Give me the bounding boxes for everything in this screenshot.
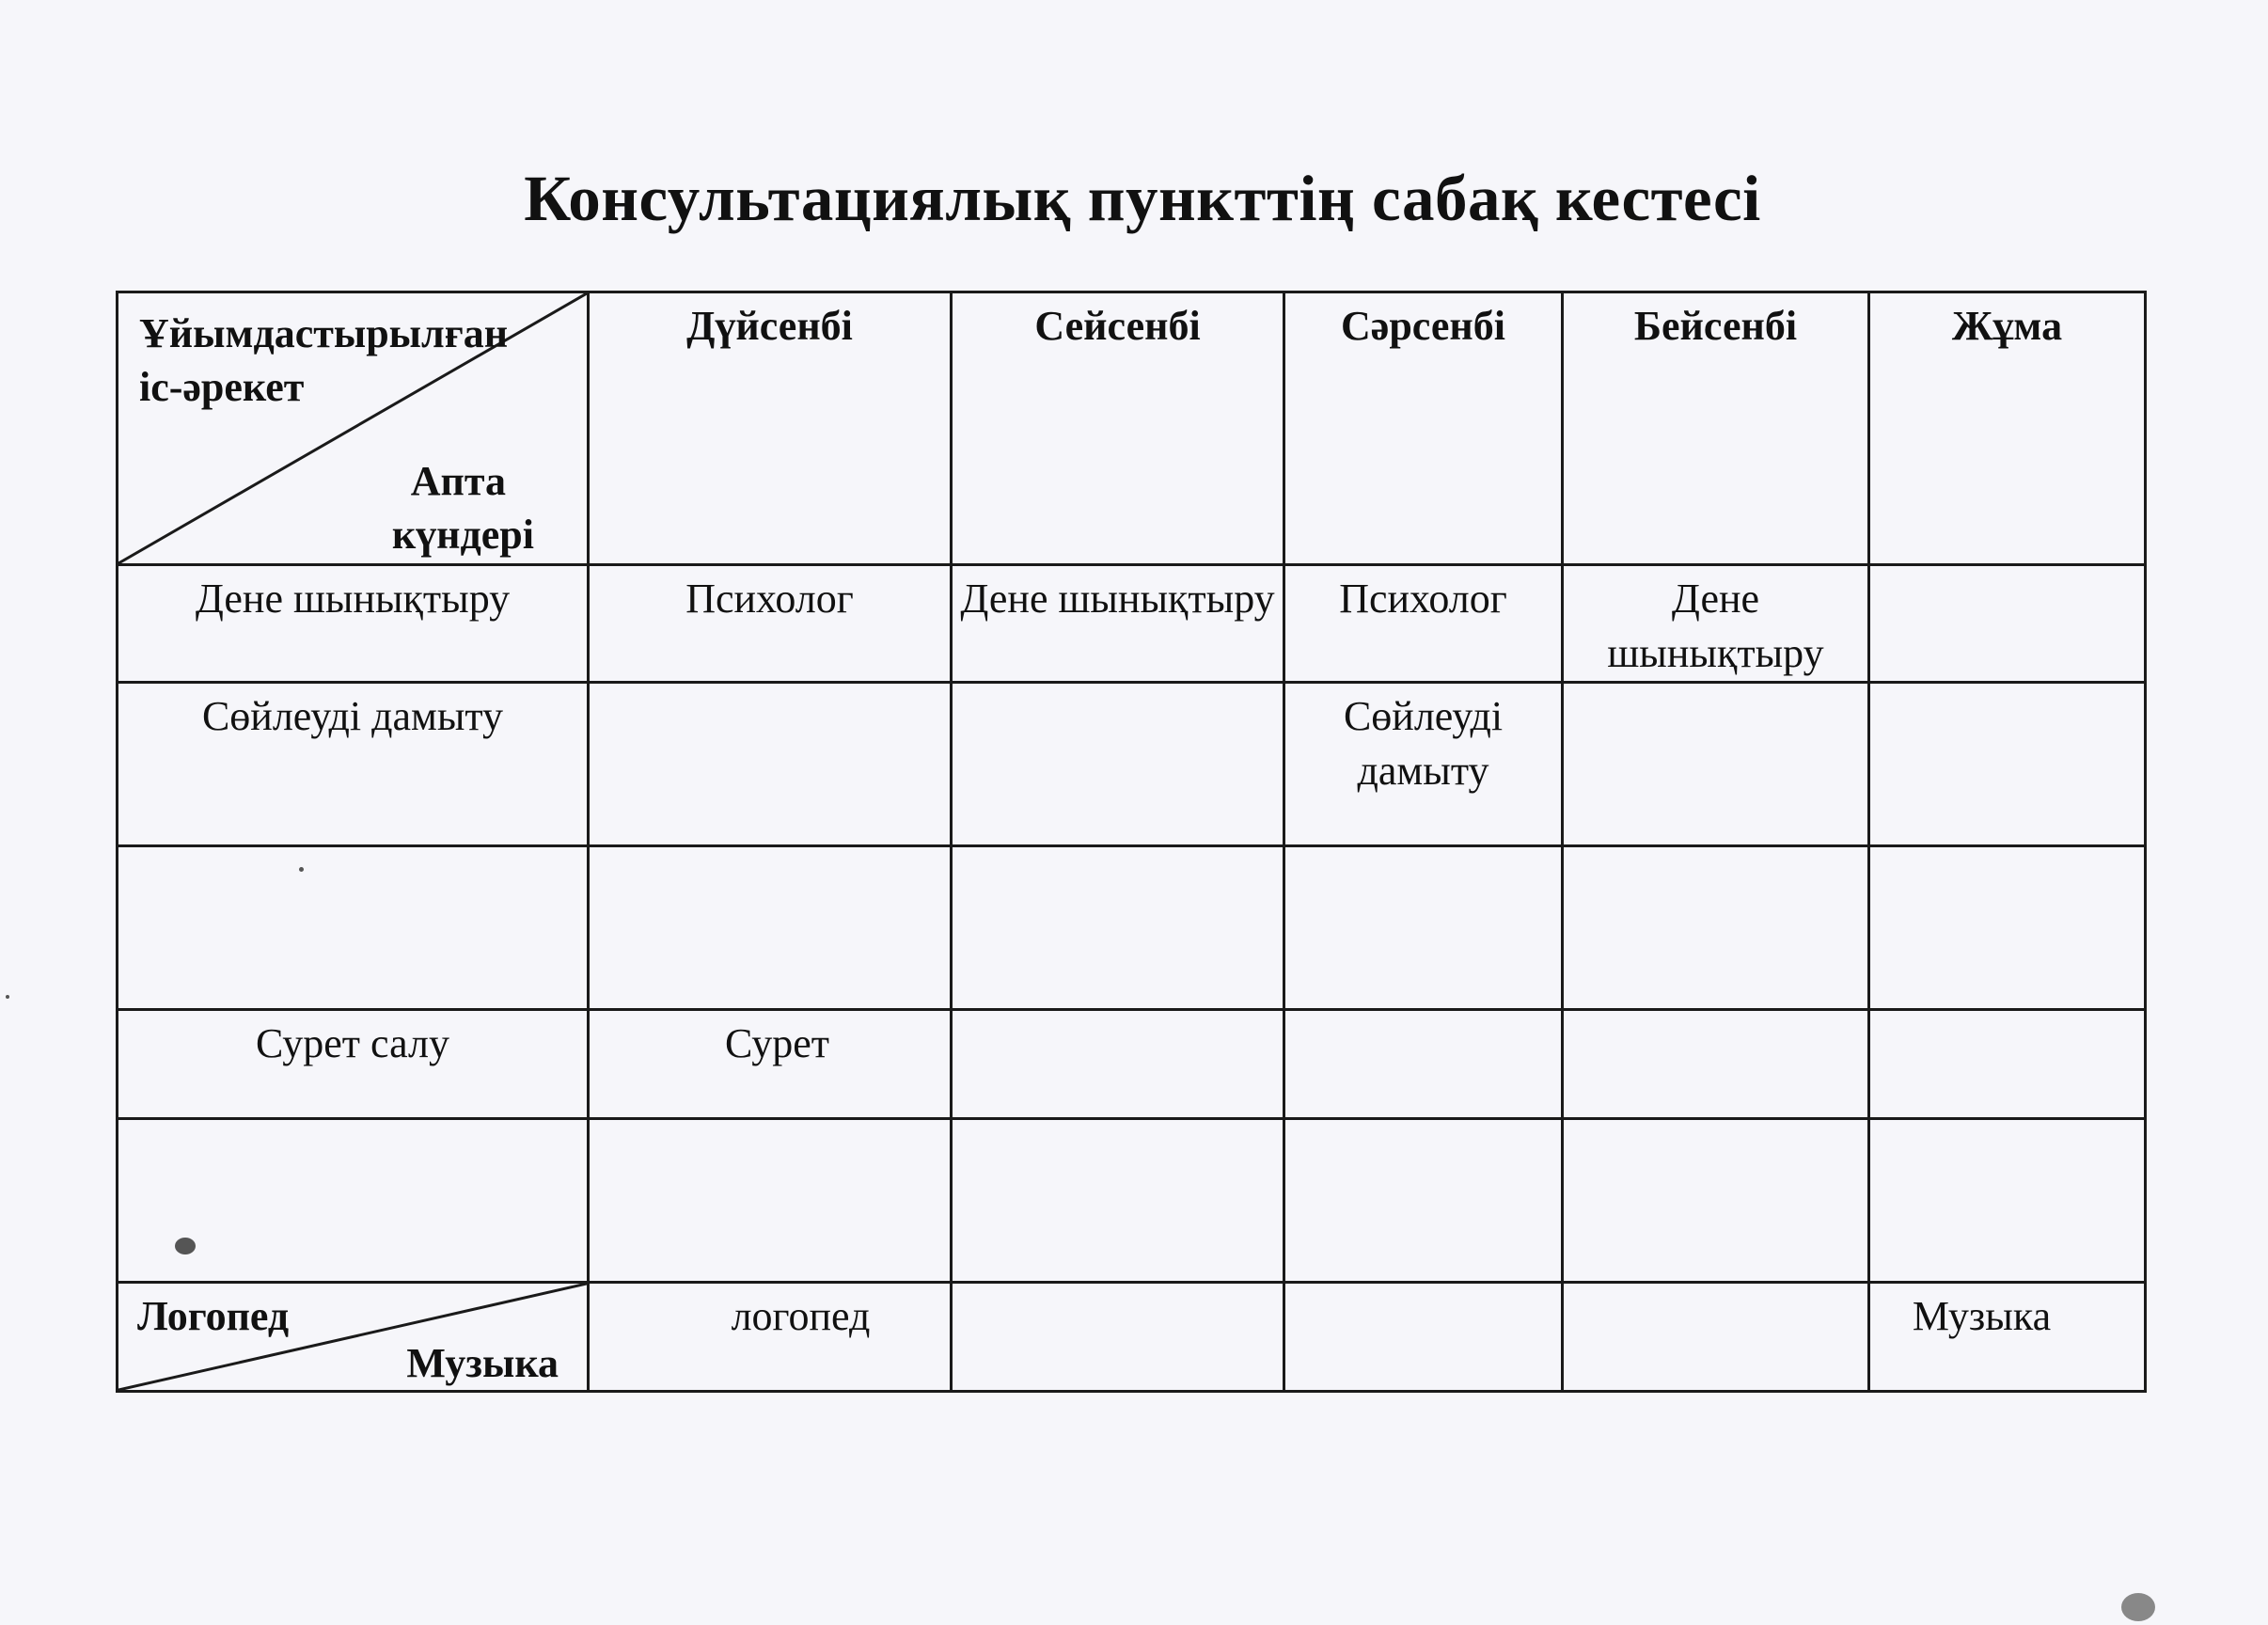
day-thursday: Бейсенбі — [1563, 292, 1869, 565]
page-title: Консультациялық пункттің сабақ кестесі — [524, 163, 1761, 234]
table-cell — [589, 1119, 952, 1283]
table-cell: Дене шынықтыру — [1563, 565, 1869, 683]
table-cell — [1284, 1010, 1563, 1119]
table-cell: Дене шынықтыру — [952, 565, 1284, 683]
day-friday: Жұма — [1869, 292, 2146, 565]
table-cell: Психолог — [589, 565, 952, 683]
table-cell — [1869, 1119, 2146, 1283]
table-cell — [1284, 846, 1563, 1010]
music-label: Музыка — [406, 1339, 559, 1386]
table-row — [118, 846, 2146, 1010]
scan-speck — [175, 1238, 196, 1254]
table-cell — [1563, 683, 1869, 846]
table-cell — [589, 683, 952, 846]
table-cell — [952, 1283, 1284, 1392]
day-monday: Дүйсенбі — [589, 292, 952, 565]
table-cell — [952, 846, 1284, 1010]
table-cell — [1869, 565, 2146, 683]
table-row — [118, 1010, 2146, 1119]
corner-activity-label: Ұйымдастырылған іс-әрекет — [139, 310, 509, 411]
table-cell — [1563, 1119, 1869, 1283]
table-row — [118, 1283, 2146, 1392]
table-cell — [1563, 1283, 1869, 1392]
table-cell — [1869, 1010, 2146, 1119]
table-cell: Сурет — [589, 1010, 952, 1119]
row-label: Сөйлеуді дамыту — [118, 683, 589, 846]
scan-speck — [6, 995, 9, 999]
speech-therapist-label: Логопед — [137, 1293, 290, 1340]
table-cell: логопед — [589, 1283, 952, 1392]
table-cell — [589, 846, 952, 1010]
row-label: Сурет салу — [118, 1010, 589, 1119]
table-cell — [952, 1010, 1284, 1119]
table-cell — [1869, 683, 2146, 846]
table-row — [118, 565, 2146, 683]
table-cell: Психолог — [1284, 565, 1563, 683]
table-cell: Музыка — [1869, 1283, 2146, 1392]
corner-weekdays-label: Апта күндері — [391, 457, 534, 558]
schedule-table — [116, 291, 2147, 1393]
scan-speck — [299, 867, 304, 872]
table-row — [118, 1119, 2146, 1283]
day-wednesday: Сәрсенбі — [1284, 292, 1563, 565]
table-cell — [1869, 846, 2146, 1010]
day-tuesday: Сейсенбі — [952, 292, 1284, 565]
table-cell — [1563, 846, 1869, 1010]
row-label — [118, 1119, 589, 1283]
scan-speck — [2121, 1593, 2155, 1621]
table-cell: Сөйлеуді дамыту — [1284, 683, 1563, 846]
row-label: Дене шынықтыру — [118, 565, 589, 683]
split-label-cell — [118, 1283, 589, 1392]
table-cell — [952, 683, 1284, 846]
table-row — [118, 683, 2146, 846]
corner-header-cell — [118, 292, 589, 565]
table-cell — [1284, 1283, 1563, 1392]
table-cell — [1563, 1010, 1869, 1119]
table-cell — [1284, 1119, 1563, 1283]
row-label — [118, 846, 589, 1010]
table-cell — [952, 1119, 1284, 1283]
header-row — [118, 292, 2146, 565]
